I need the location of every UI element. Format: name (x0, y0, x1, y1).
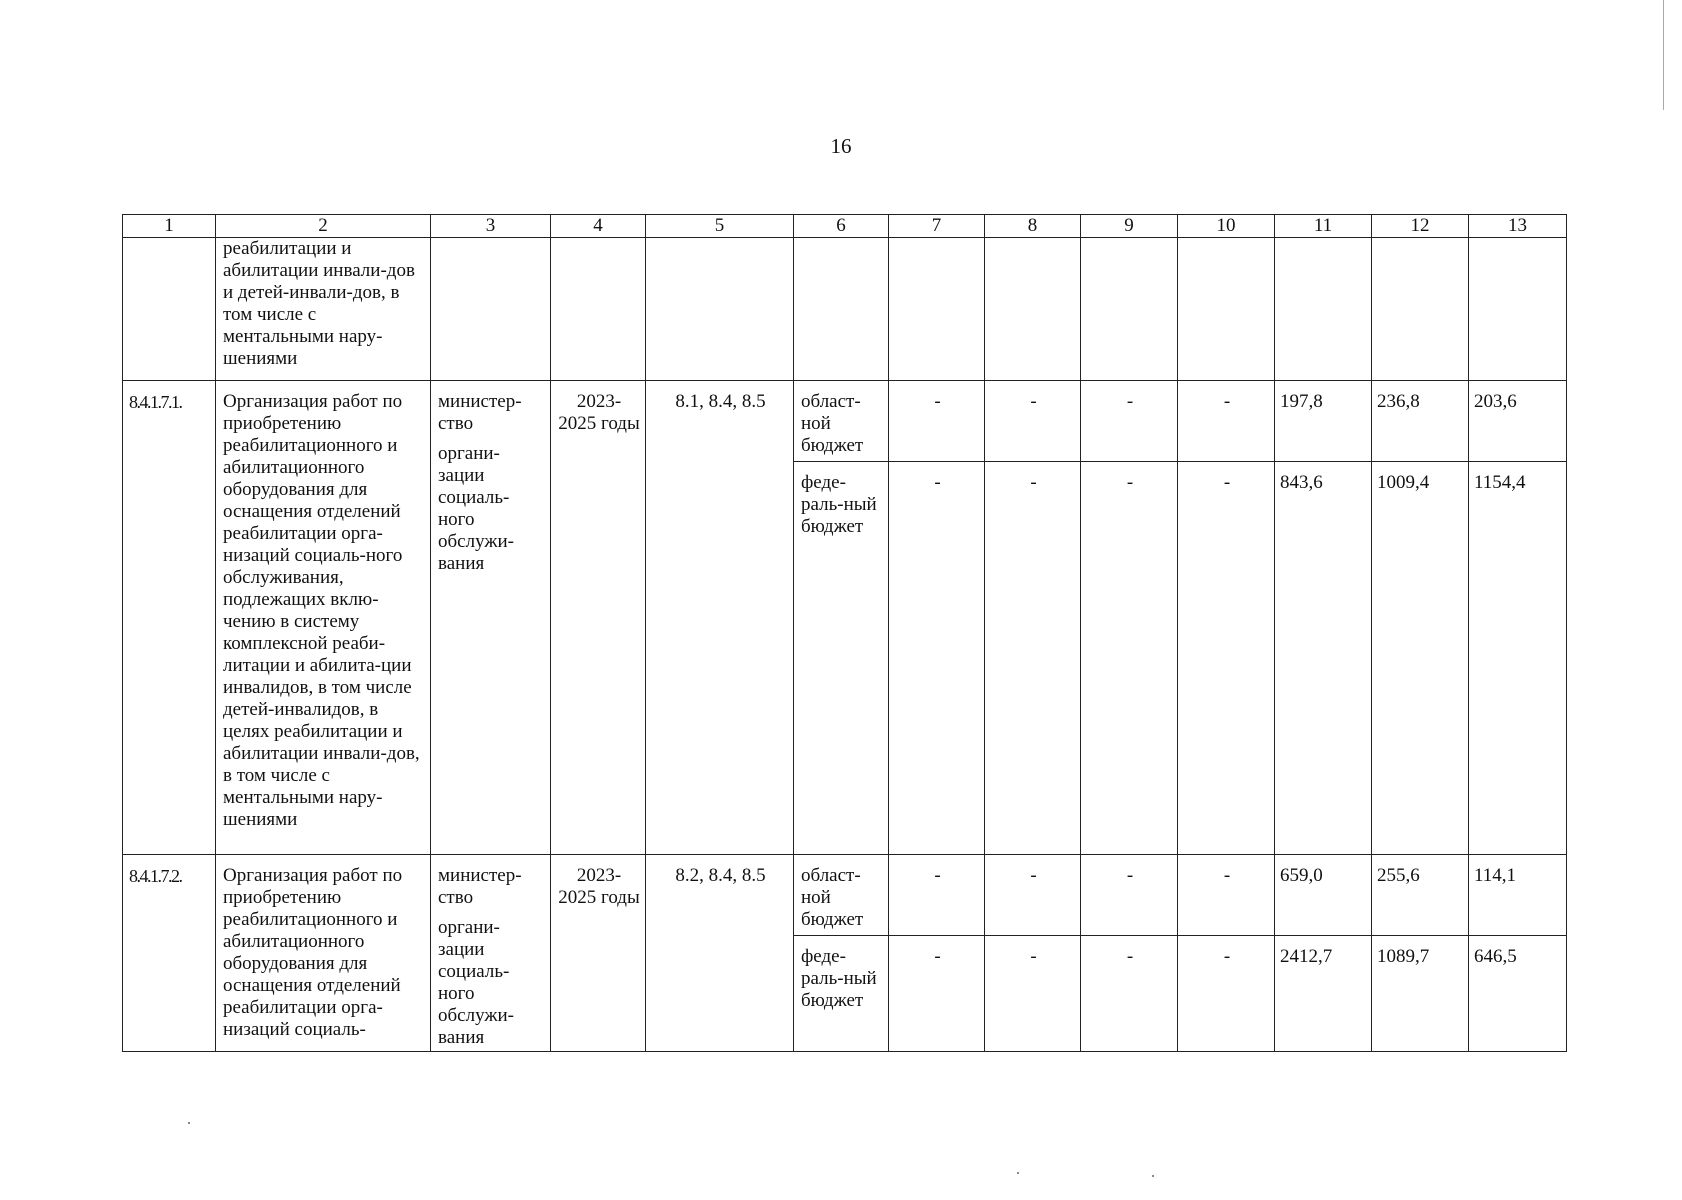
value-cell: - (1178, 462, 1275, 855)
value-cell: - (1081, 855, 1178, 936)
measure-description: Организация работ по приобретению реабилитационного и абилитационного оборудования для оснащения отделений реабилитации орга-низаций социаль-ного обслуживания, подлежащих вклю-чению в систему комплексной реаби-литации и абилита-ции инвалидов, в том числе детей-инвалидов, в целях реабилитации и абилитации инвали-дов, в том числе с ментальными нару-шениями (216, 381, 431, 855)
header-cell: 4 (551, 215, 646, 238)
measure-description: Организация работ по приобретению реабилитационного и абилитационного оборудования для оснащения отделений реабилитации орга-низаций социаль- (216, 855, 431, 1052)
funding-source: феде-раль-ный бюджет (794, 936, 889, 1052)
continuation-row (123, 238, 1567, 381)
header-cell: 8 (985, 215, 1081, 238)
value-cell: - (889, 462, 985, 855)
executor-ministry: министер-ство (438, 391, 522, 434)
value-cell: - (985, 936, 1081, 1052)
header-cell: 6 (794, 215, 889, 238)
header-cell: 1 (123, 215, 216, 238)
header-cell: 9 (1081, 215, 1178, 238)
value-cell: 646,5 (1469, 936, 1567, 1052)
value-cell: 255,6 (1372, 855, 1469, 936)
value-cell: - (985, 855, 1081, 936)
header-cell: 2 (216, 215, 431, 238)
value-cell: - (1178, 381, 1275, 462)
value-cell: 114,1 (1469, 855, 1567, 936)
executor-organizations: органи-зации социаль-ного обслужи-вания (438, 917, 514, 1048)
header-cell: 11 (1275, 215, 1372, 238)
value-cell: - (1081, 462, 1178, 855)
measure-number: 8.4.1.7.1. (123, 381, 216, 855)
header-cell: 10 (1178, 215, 1275, 238)
header-cell: 5 (646, 215, 794, 238)
measure-indicators: 8.1, 8.4, 8.5 (646, 381, 794, 855)
measure-executor (431, 381, 551, 855)
value-cell: - (889, 381, 985, 462)
measure-period: 2023-2025 годы (551, 381, 646, 855)
measure-indicators: 8.2, 8.4, 8.5 (646, 855, 794, 1052)
header-cell: 3 (431, 215, 551, 238)
value-cell: - (1178, 936, 1275, 1052)
value-cell: 1089,7 (1372, 936, 1469, 1052)
funding-source: феде-раль-ный бюджет (794, 462, 889, 855)
page-number: 16 (830, 134, 852, 158)
value-cell: 843,6 (1275, 462, 1372, 855)
value-cell: 197,8 (1275, 381, 1372, 462)
executor-ministry: министер-ство (438, 865, 522, 908)
value-cell: - (985, 381, 1081, 462)
value-cell: 236,8 (1372, 381, 1469, 462)
value-cell: - (1081, 381, 1178, 462)
measure-period: 2023-2025 годы (551, 855, 646, 1052)
value-cell: 1154,4 (1469, 462, 1567, 855)
value-cell: 1009,4 (1372, 462, 1469, 855)
continuation-description: реабилитации и абилитации инвали-дов и детей-инвали-дов, в том числе с ментальными нару-шениями (216, 238, 431, 381)
value-cell: 2412,7 (1275, 936, 1372, 1052)
value-cell: - (889, 936, 985, 1052)
program-measures-table (122, 214, 1567, 1052)
table-row (123, 855, 1567, 936)
value-cell: 659,0 (1275, 855, 1372, 936)
measure-number: 8.4.1.7.2. (123, 855, 216, 1052)
scan-speck (1017, 1172, 1019, 1174)
value-cell: 203,6 (1469, 381, 1567, 462)
funding-source: област-ной бюджет (794, 381, 889, 462)
scan-speck (188, 1122, 190, 1124)
measure-executor (431, 855, 551, 1052)
executor-organizations: органи-зации социаль-ного обслужи-вания (438, 443, 514, 574)
header-cell: 7 (889, 215, 985, 238)
funding-source: област-ной бюджет (794, 855, 889, 936)
scan-speck (1152, 1175, 1154, 1177)
header-row (123, 215, 1567, 238)
header-cell: 12 (1372, 215, 1469, 238)
table-row (123, 381, 1567, 462)
header-cell: 13 (1469, 215, 1567, 238)
value-cell: - (1081, 936, 1178, 1052)
value-cell: - (985, 462, 1081, 855)
value-cell: - (889, 855, 985, 936)
value-cell: - (1178, 855, 1275, 936)
scan-edge-line (1663, 0, 1664, 110)
